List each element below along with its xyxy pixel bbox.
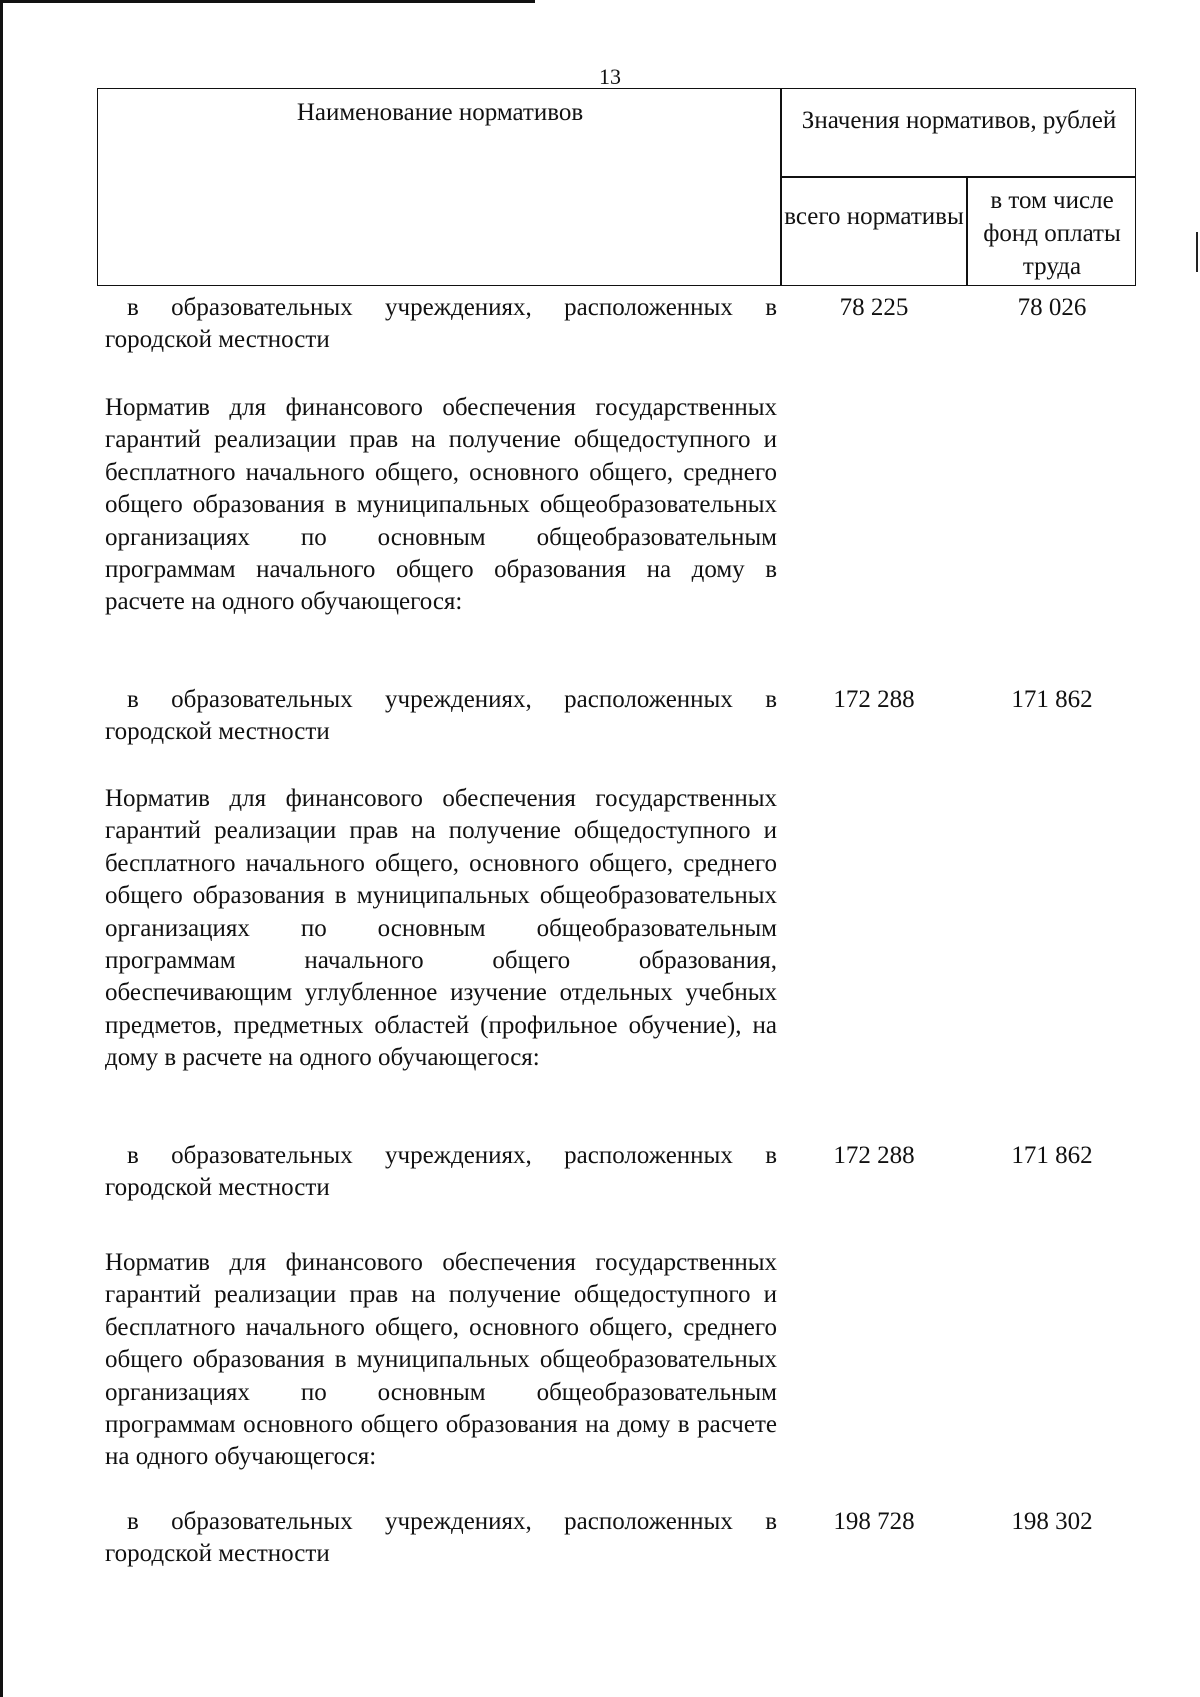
table-header-subdivider xyxy=(780,176,1136,178)
row-name: в образовательных учреждениях, расположенных в городской местности xyxy=(105,1142,777,1202)
page-number: 13 xyxy=(599,64,621,89)
row-total-value: 78 225 xyxy=(839,294,909,321)
column-header-payroll: в том числе фонд оплаты труда xyxy=(983,187,1121,280)
row-name: Норматив для финансового обеспечения государственных гарантий реализации прав на получение общедоступного и бесплатного начального общего, основного общего, среднего общего образования в муниципальных общеобразовательных организациях по основным общеобразовательным программам начального общего образования, обеспечивающим углубленное изучение отдельных учебных предметов, предметных областей (профильное обучение), на дому в расчете на одного обучающегося: xyxy=(105,785,777,1072)
scan-border-top xyxy=(0,0,535,3)
row-payroll-value: 78 026 xyxy=(1017,294,1087,321)
row-name: Норматив для финансового обеспечения государственных гарантий реализации прав на получение общедоступного и бесплатного начального общего, основного общего, среднего общего образования в муниципальных общеобразовательных организациях по основным общеобразовательным программам начального общего образования на дому в расчете на одного обучающегося: xyxy=(105,394,777,616)
row-name: в образовательных учреждениях, расположенных в городской местности xyxy=(105,1508,777,1568)
row-total-value: 172 288 xyxy=(833,686,915,713)
scan-border-left xyxy=(0,0,3,1697)
row-name: в образовательных учреждениях, расположенных в городской местности xyxy=(105,294,777,354)
row-payroll-value: 171 862 xyxy=(1011,686,1093,713)
row-total-value: 172 288 xyxy=(833,1142,915,1169)
row-payroll-value: 198 302 xyxy=(1011,1508,1093,1535)
row-name: в образовательных учреждениях, расположенных в городской местности xyxy=(105,686,777,746)
scan-mark-right xyxy=(1196,232,1198,272)
row-payroll-value: 171 862 xyxy=(1011,1142,1093,1169)
column-header-name: Наименование нормативов xyxy=(296,99,584,126)
row-total-value: 198 728 xyxy=(833,1508,915,1535)
column-header-total: всего нормативы xyxy=(784,203,964,230)
row-name: Норматив для финансового обеспечения государственных гарантий реализации прав на получение общедоступного и бесплатного начального общего, основного общего, среднего общего образования в муниципальных общеобразовательных организациях по основным общеобразовательным программам основного общего образования на дому в расчете на одного обучающегося: xyxy=(105,1249,777,1471)
column-header-values: Значения нормативов, рублей xyxy=(801,107,1117,134)
